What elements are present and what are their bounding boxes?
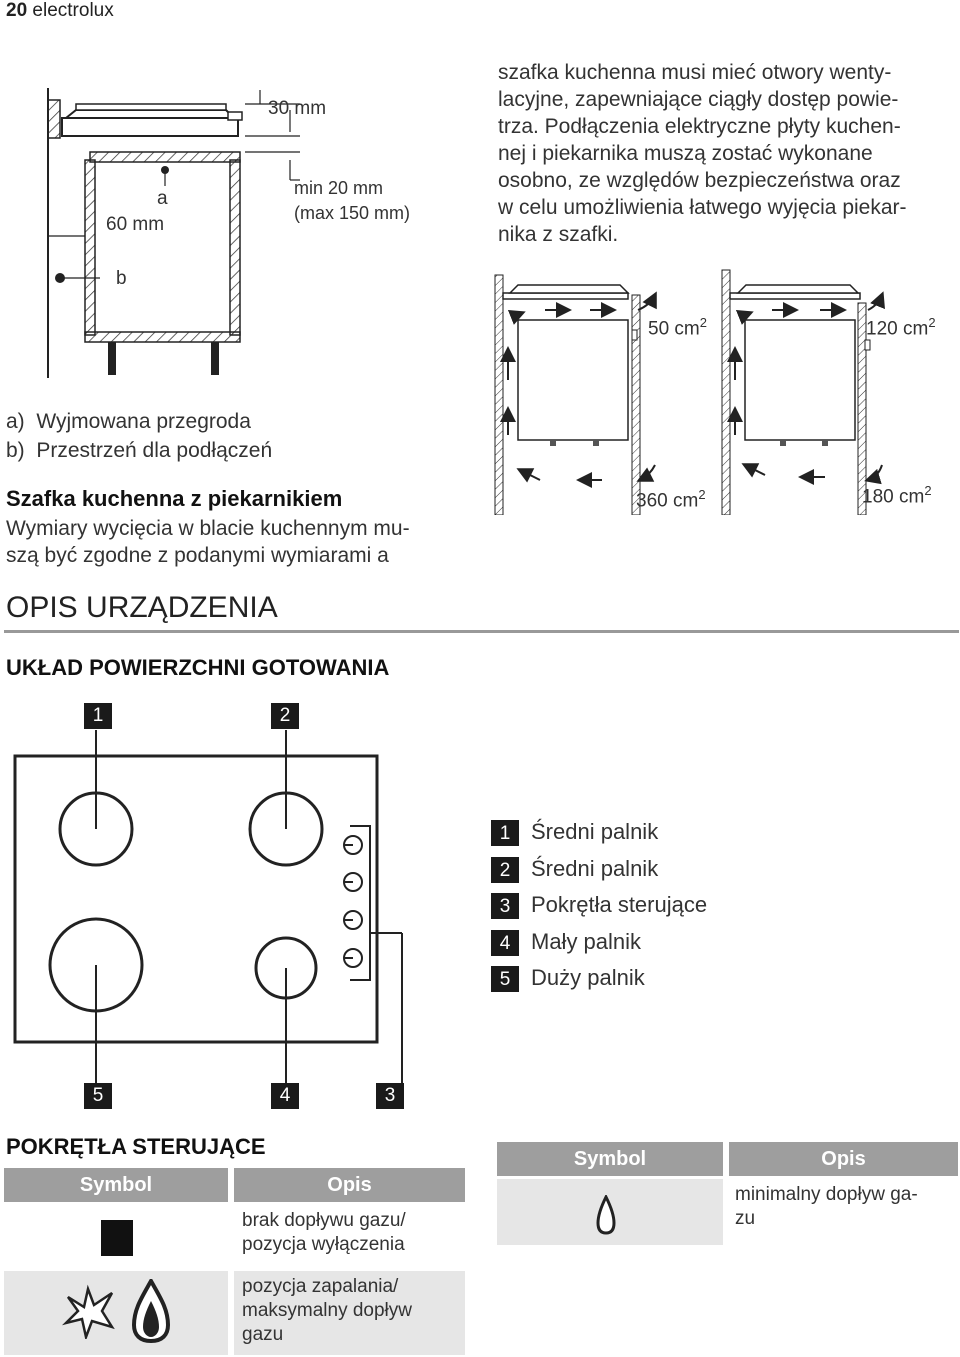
install-paragraph: [498, 59, 907, 248]
table1-header-symbol: Symbol: [4, 1168, 228, 1202]
paragraph-line: szafka kuchenna musi mieć otwory wenty-: [498, 61, 892, 84]
vent-180: 180 $cm^2$: [862, 483, 932, 508]
section-rule: [4, 630, 959, 633]
hob-diagram: [0, 690, 490, 1130]
table1-row2-symbol-cell: [4, 1271, 228, 1355]
table1-header-desc: Opis: [234, 1168, 465, 1202]
paragraph-line: nej i piekarnika muszą zostać wykonane: [498, 142, 873, 165]
note-a: a) Wyjmowana przegroda: [6, 410, 251, 433]
table2-header-desc: Opis: [729, 1142, 958, 1176]
oven-heading: Szafka kuchenna z piekarnikiem: [6, 486, 343, 511]
paragraph-line: osobno, ze względów bezpieczeństwa oraz: [498, 169, 901, 192]
callout-5: 5: [84, 1083, 112, 1109]
callout-2: 2: [271, 703, 299, 729]
dim-max: (max 150 mm): [294, 203, 411, 223]
page-number: 20: [6, 0, 28, 21]
paragraph-line: nika z szafki.: [498, 223, 619, 246]
small-flame-icon: [595, 1195, 617, 1235]
oven-text-2: szą być zgodne z podanymi wymiarami a: [6, 544, 389, 567]
table1-row1-symbol-cell: [4, 1205, 228, 1269]
dim-30mm: 30 mm: [268, 98, 327, 119]
vent-diagram-1: [495, 275, 655, 515]
oven-text-1: Wymiary wycięcia w blacie kuchennym mu-: [6, 517, 410, 540]
section-title: OPIS URZĄDZENIA: [6, 591, 278, 624]
table2-row1-desc: minimalny dopływ ga- zu: [735, 1184, 918, 1229]
controls-heading: POKRĘTŁA STERUJĄCE: [6, 1134, 266, 1159]
filled-square-icon: [101, 1220, 133, 1256]
ventilation-diagram: [490, 265, 960, 515]
section-subtitle: UKŁAD POWIERZCHNI GOTOWANIA: [6, 655, 390, 680]
large-flame-icon: [130, 1279, 172, 1343]
label-60mm: 60 mm: [106, 214, 165, 235]
table2-row1-symbol-cell: [497, 1179, 723, 1245]
paragraph-line: lacyjne, zapewniające ciągły dostęp powie-: [498, 88, 899, 111]
callout-4: 4: [271, 1083, 299, 1109]
note-b: b) Przestrzeń dla podłączeń: [6, 439, 273, 462]
callout-1: 1: [84, 703, 112, 729]
paragraph-line: w celu umożliwienia łatwego wyjęcia piekar-: [498, 196, 907, 219]
vent-50: 50 $cm^2$: [648, 315, 707, 340]
vent-120: 120 $cm^2$: [866, 315, 936, 340]
installation-diagram: [0, 0, 490, 385]
paragraph-line: trza. Podłączenia elektryczne płyty kuchen-: [498, 115, 901, 138]
label-b: b: [116, 268, 127, 289]
dim-min: min 20 mm: [294, 178, 384, 198]
table1-row1-desc: brak dopływu gazu/ pozycja wyłączenia: [242, 1210, 406, 1255]
spark-icon: [62, 1283, 116, 1339]
brand-name: electrolux: [32, 0, 114, 21]
callout-3: 3: [376, 1083, 404, 1109]
table2-header-symbol: Symbol: [497, 1142, 723, 1176]
vent-360: 360 $cm^2$: [636, 487, 706, 512]
vent-diagram-2: [722, 270, 882, 515]
table1-row2-desc: pozycja zapalania/ maksymalny dopływ gazu: [242, 1276, 412, 1345]
label-a: a: [157, 188, 168, 209]
